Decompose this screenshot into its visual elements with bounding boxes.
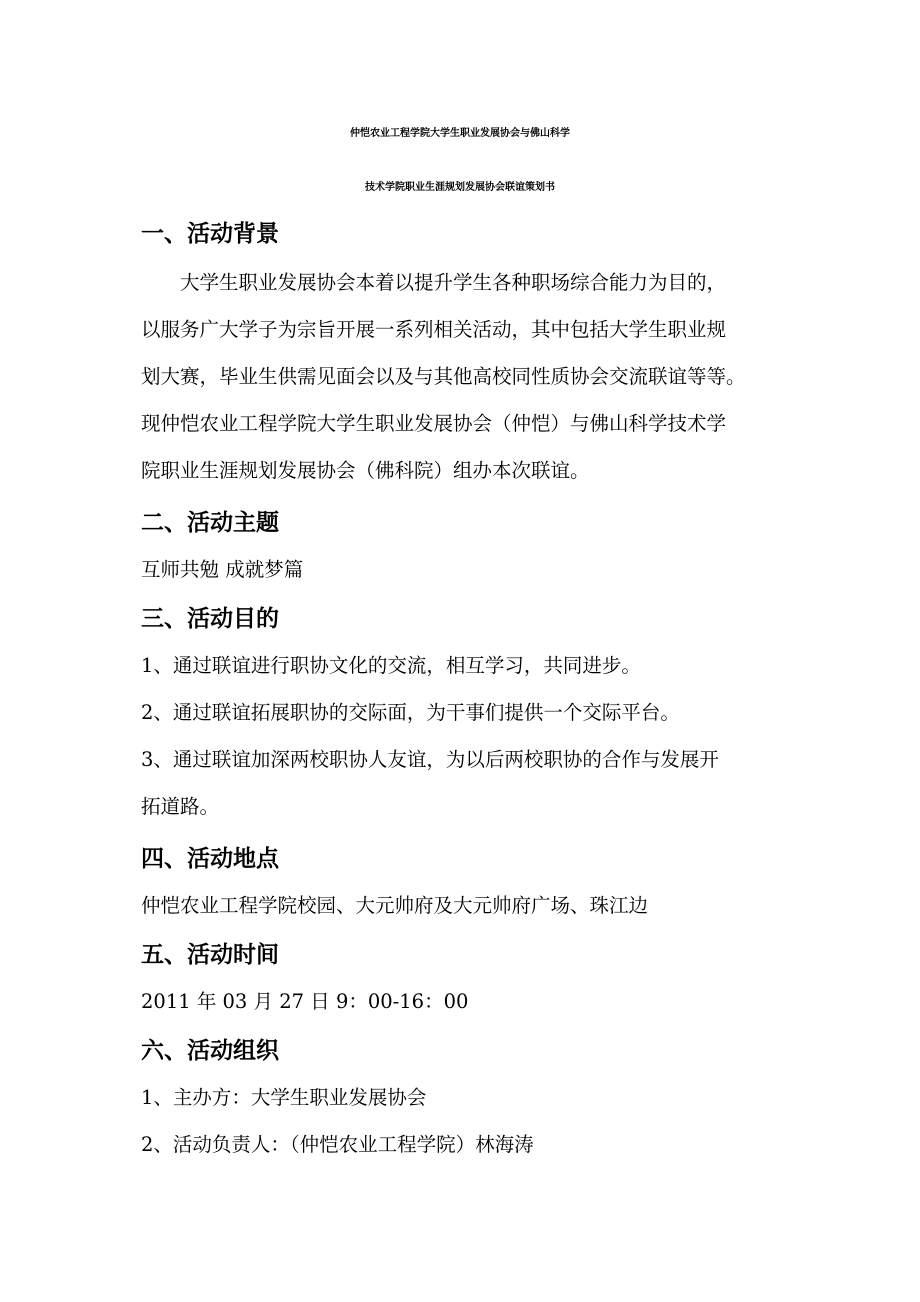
section-heading-organization: 六、活动组织 (141, 1038, 279, 1064)
document-title-line-1: 仲恺农业工程学院大学生职业发展协会与佛山科学 (350, 128, 570, 139)
section-heading-purpose: 三、活动目的 (141, 606, 279, 632)
theme-text: 互师共勉 成就梦篇 (141, 558, 304, 581)
organization-line-1: 1、主办方：大学生职业发展协会 (141, 1086, 427, 1109)
section-heading-location: 四、活动地点 (141, 846, 279, 872)
section-heading-time: 五、活动时间 (141, 942, 279, 968)
section-heading-theme: 二、活动主题 (141, 510, 279, 536)
section-heading-background: 一、活动背景 (141, 221, 279, 247)
purpose-line-3: 3、通过联谊加深两校职协人友谊，为以后两校职协的合作与发展开 (141, 748, 719, 771)
background-line-2: 以服务广大学子为宗旨开展一系列相关活动，其中包括大学生职业规 (141, 318, 727, 341)
organization-line-2: 2、活动负责人：（仲恺农业工程学院）林海涛 (141, 1133, 534, 1156)
background-line-3: 划大赛，毕业生供需见面会以及与其他高校同性质协会交流联谊等等。 (141, 365, 746, 388)
document-title-line-2: 技术学院职业生涯规划发展协会联谊策划书 (365, 182, 555, 193)
purpose-line-4: 拓道路。 (141, 795, 220, 818)
background-line-5: 院职业生涯规划发展协会（佛科院）组办本次联谊。 (141, 459, 590, 482)
purpose-line-1: 1、通过联谊进行职协文化的交流，相互学习，共同进步。 (141, 654, 641, 677)
time-text: 2011 年 03 月 27 日 9：00-16：00 (141, 990, 469, 1013)
purpose-line-2: 2、通过联谊拓展职协的交际面，为干事们提供一个交际平台。 (141, 701, 680, 724)
location-text: 仲恺农业工程学院校园、大元帅府及大元帅府广场、珠江边 (141, 894, 649, 917)
background-line-1: 大学生职业发展协会本着以提升学生各种职场综合能力为目的， (180, 271, 727, 294)
background-line-4: 现仲恺农业工程学院大学生职业发展协会（仲恺）与佛山科学技术学 (141, 412, 727, 435)
